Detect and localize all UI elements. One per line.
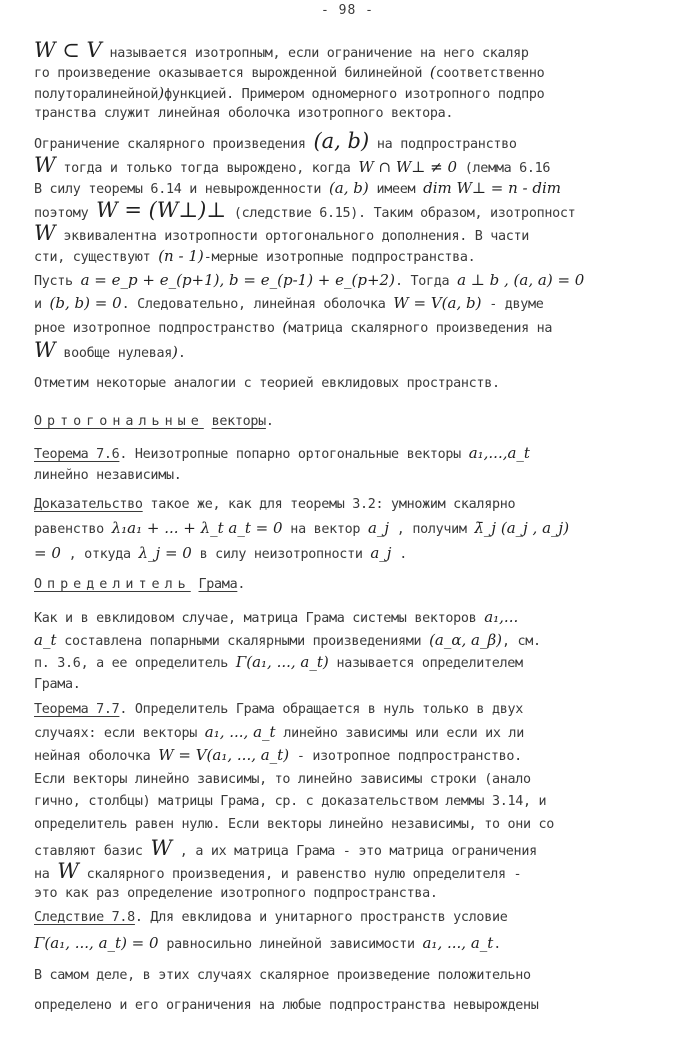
math-expression: ) xyxy=(158,84,165,102)
text-span: поэтому xyxy=(34,206,97,221)
text-line xyxy=(34,996,539,1018)
text-line xyxy=(34,443,530,465)
math-expression: (n - 1) xyxy=(158,247,204,265)
text-span: . xyxy=(493,937,502,952)
text-line xyxy=(34,933,501,955)
text-line xyxy=(34,966,531,988)
text-span: и xyxy=(34,297,50,312)
text-span: равенство xyxy=(34,522,112,537)
text-line xyxy=(34,607,518,629)
text-span: составлена попарными скалярными произведениями xyxy=(56,634,430,649)
text-line xyxy=(34,838,537,860)
math-expression: a₁,...,a_t xyxy=(468,444,530,462)
text-line xyxy=(34,908,507,930)
text-span: имеем xyxy=(368,182,424,197)
text-line xyxy=(34,518,569,540)
math-expression: a_t xyxy=(34,631,57,649)
text-span: называется изотропным, если ограничение на него скаляр xyxy=(101,46,529,61)
text-span: тогда и только тогда вырождено, когда xyxy=(55,161,359,176)
text-span: , а их матрица Грама - это матрица ограничения xyxy=(172,844,537,859)
text-line xyxy=(34,722,524,744)
text-span: Теорема 7.6 xyxy=(34,447,120,462)
text-span: называется определителем xyxy=(328,656,523,671)
text-span: го произведение оказывается вырожденной билинейной xyxy=(34,66,430,81)
text-line xyxy=(34,223,529,245)
text-line xyxy=(34,340,186,362)
text-span: рное изотропное подпространство xyxy=(34,321,283,336)
math-expression: (b, b) = 0 xyxy=(49,294,122,312)
text-span: определитель равен нулю. Если векторы линейно независимы, то они со xyxy=(34,817,555,832)
text-span: , откуда xyxy=(60,547,139,562)
math-expression: ( xyxy=(282,318,289,336)
text-span: п. 3.6, а ее определитель xyxy=(34,656,236,671)
math-expression: W xyxy=(34,223,56,245)
math-expression: W xyxy=(34,155,56,177)
text-span: , см. xyxy=(502,634,541,649)
math-expression: ) xyxy=(172,343,178,361)
text-span: на вектор xyxy=(282,522,368,537)
math-expression: a_j xyxy=(370,544,392,562)
text-line xyxy=(34,466,181,488)
text-line xyxy=(34,83,544,105)
text-span: . Тогда xyxy=(394,274,458,289)
math-expression: Γ(a₁, ..., a_t) = 0 xyxy=(34,934,159,952)
text-span: . Для евклидова и унитарного пространств условие xyxy=(134,910,508,925)
section-heading xyxy=(34,412,274,434)
math-expression: dim W⊥ = n - dim xyxy=(423,179,562,197)
text-span: -мерные изотропные подпространства. xyxy=(203,250,476,265)
text-line xyxy=(34,155,550,177)
text-line xyxy=(34,270,584,292)
math-expression: a_j xyxy=(367,519,390,537)
text-span: Следствие 7.8 xyxy=(34,910,135,925)
text-line xyxy=(34,495,515,517)
text-span: матрица скалярного произведения на xyxy=(288,321,553,336)
text-span: Если векторы линейно зависимы, то линейно зависимы строки (анало xyxy=(34,772,531,787)
text-span: Отметим некоторые аналогии с теорией евклидовых пространств. xyxy=(34,376,500,391)
text-span: в силу неизотропности xyxy=(191,547,371,562)
text-span: Ортогональные xyxy=(34,414,204,429)
text-line xyxy=(34,630,541,652)
text-line xyxy=(34,104,453,126)
text-span: . xyxy=(237,577,246,592)
text-span: на подпространство xyxy=(369,137,517,152)
text-span: В самом деле, в этих случаях скалярное произведение положительно xyxy=(34,968,531,983)
math-expression: W = V(a₁, ..., a_t) xyxy=(158,746,290,764)
text-span: векторы xyxy=(211,414,266,429)
text-span: (лемма 6.16 xyxy=(457,161,551,176)
text-span: функцией. Примером одномерного изотропного подпро xyxy=(164,87,545,102)
math-expression: ( xyxy=(429,63,436,81)
text-span: . Неизотропные попарно ортогональные векторы xyxy=(119,447,469,462)
text-line xyxy=(34,317,552,339)
text-span: Ограничение скалярного произведения xyxy=(34,137,314,152)
text-span: - двуме xyxy=(481,297,544,312)
text-span: линейно независимы. xyxy=(34,468,182,483)
text-span: - изотропное подпространство. xyxy=(289,749,522,764)
text-line xyxy=(34,652,523,674)
math-expression: W xyxy=(57,861,79,883)
section-heading xyxy=(34,575,245,597)
text-span: . Определитель Грама обращается в нуль только в двух xyxy=(119,702,524,717)
text-span: равносильно линейной зависимости xyxy=(158,937,423,952)
text-span: транства служит линейная оболочка изотропного вектора. xyxy=(34,106,454,121)
text-span: сти, существуют xyxy=(34,250,159,265)
math-expression: W xyxy=(34,340,56,362)
text-line xyxy=(34,131,517,153)
text-span: (следствие 6.15). Таким образом, изотропност xyxy=(226,206,576,221)
text-span xyxy=(204,414,212,429)
text-span: это как раз определение изотропного подпространства. xyxy=(34,886,438,901)
text-span: Определитель xyxy=(34,577,191,592)
text-line xyxy=(34,745,522,767)
text-span: , получим xyxy=(389,522,475,537)
text-span: случаях: если векторы xyxy=(34,726,205,741)
math-expression: Γ(a₁, ..., a_t) xyxy=(235,653,329,671)
text-line xyxy=(34,40,529,62)
text-span: соответственно xyxy=(435,66,545,81)
math-expression: W ⊂ V xyxy=(34,40,102,62)
math-expression: W xyxy=(150,838,173,860)
math-expression: W = (W⊥)⊥ xyxy=(96,200,227,222)
text-line xyxy=(34,246,475,268)
text-span: . Следовательно, линейная оболочка xyxy=(121,297,394,312)
math-expression: λ₁a₁ + ... + λ_t a_t = 0 xyxy=(111,519,283,537)
text-span xyxy=(191,577,199,592)
text-span: Пусть xyxy=(34,274,81,289)
text-span: такое же, как для теоремы 3.2: умножим скалярно xyxy=(142,497,516,512)
text-line xyxy=(34,178,561,200)
text-span: В силу теоремы 6.14 и невырожденности xyxy=(34,182,329,197)
math-expression: a₁, ..., a_t xyxy=(204,723,276,741)
text-span: ставляют базис xyxy=(34,844,151,859)
text-line xyxy=(34,374,500,396)
text-span: линейно зависимы или если их ли xyxy=(275,726,524,741)
text-span: Доказательство xyxy=(34,497,143,512)
text-span: вообще нулевая xyxy=(55,346,173,361)
math-expression: W ∩ W⊥ ≠ 0 xyxy=(358,158,458,176)
math-expression: a₁,... xyxy=(484,608,519,626)
text-line xyxy=(34,293,544,315)
text-span: . xyxy=(265,414,274,429)
math-expression: a ⊥ b , (a, a) = 0 xyxy=(457,271,585,289)
text-span: эквивалентна изотропности ортогонального дополнения. В части xyxy=(55,229,530,244)
text-span: Теорема 7.7 xyxy=(34,702,120,717)
math-expression: λ̄_j (a_j , a_j) xyxy=(474,519,570,537)
text-line xyxy=(34,884,438,906)
text-span: . xyxy=(177,346,186,361)
text-span: Грама xyxy=(198,577,238,592)
page-number: - 98 - xyxy=(321,3,374,18)
math-expression: a₁, ..., a_t xyxy=(422,934,494,952)
text-span: нейная оболочка xyxy=(34,749,159,764)
math-expression: λ_j = 0 xyxy=(138,544,192,562)
text-line xyxy=(34,815,554,837)
text-line xyxy=(34,675,81,697)
math-expression: a = e_p + e_(p+1), b = e_(p-1) + e_(p+2) xyxy=(80,271,395,289)
text-line xyxy=(34,770,531,792)
text-span: . xyxy=(391,547,407,562)
math-expression: = 0 xyxy=(34,544,61,562)
math-expression: (a_α, a_β) xyxy=(429,631,502,649)
text-span: определено и его ограничения на любые подпространства невырождены xyxy=(34,998,539,1013)
text-span: Грама. xyxy=(34,677,81,692)
math-expression: W = V(a, b) xyxy=(393,294,482,312)
text-line xyxy=(34,861,521,883)
text-line xyxy=(34,792,546,814)
text-line xyxy=(34,200,575,222)
math-expression: (a, b) xyxy=(328,179,369,197)
text-span: полуторалинейной xyxy=(34,87,159,102)
text-line xyxy=(34,543,407,565)
text-span: скалярного произведения, и равенство нулю определителя - xyxy=(78,867,522,882)
text-span: на xyxy=(34,867,58,882)
text-span: гично, столбцы) матрицы Грама, ср. с доказательством леммы 3.14, и xyxy=(34,794,547,809)
text-line xyxy=(34,62,544,84)
text-span: Как и в евклидовом случае, матрица Грама системы векторов xyxy=(34,611,485,626)
text-line xyxy=(34,700,523,722)
math-expression: (a, b) xyxy=(313,131,370,153)
